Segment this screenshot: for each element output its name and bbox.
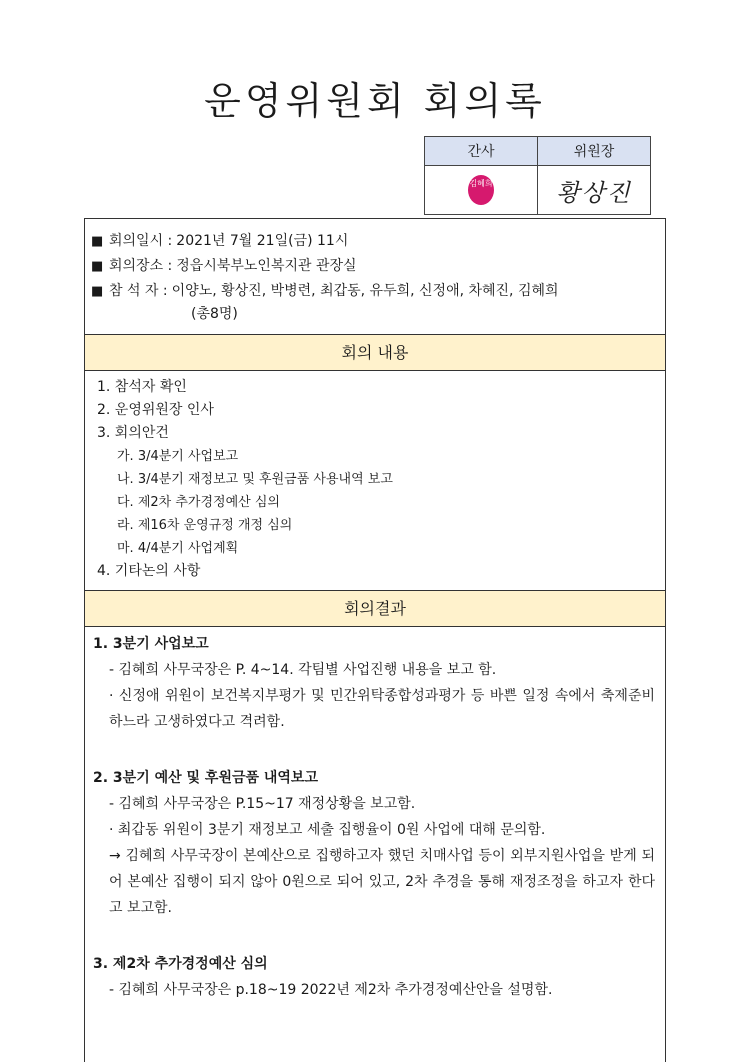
agenda-item: 4. 기타논의 사항 (97, 563, 201, 579)
agenda-list (85, 371, 665, 591)
square-bullet-icon: ■ (91, 284, 104, 299)
chair-signature: 황상진 (556, 178, 632, 207)
secretary-header: 간사 (425, 137, 538, 166)
result-paragraph: · 최갑동 위원이 3분기 재정보고 세출 집행율이 0원 사업에 대해 문의함. (109, 822, 546, 838)
place-value: 정읍시북부노인복지관 관장실 (176, 258, 357, 274)
attendees-value: 이양노, 황상진, 박병련, 최갑동, 유두희, 신정애, 차혜진, 김혜희 (171, 283, 559, 299)
minutes-frame (84, 218, 666, 1062)
page-title: 운영위원회 회의록 (204, 79, 546, 123)
date-label: 회의일시 (109, 233, 164, 249)
attendees-total: (총8명) (191, 306, 238, 322)
chair-signature-cell (538, 166, 651, 215)
date-value: 2021년 7월 21일(금) 11시 (176, 233, 349, 249)
spacer (93, 921, 655, 951)
agenda-item: 2. 운영위원장 인사 (97, 402, 214, 418)
result-section-title: 3. 제2차 추가경정예산 심의 (93, 956, 268, 972)
agenda-sub-item: 라. 제16차 운영규정 개정 심의 (117, 518, 293, 533)
result-paragraph: → 김혜희 사무국장이 본예산으로 집행하고자 했던 치매사업 등이 외부지원사업을 받게 되어 본예산 집행이 되지 않아 0원으로 되어 있고, 2차 추경을 통해 재정조정을 하고자 한다고 보고함. (109, 848, 655, 916)
info-date-row (91, 229, 665, 254)
result-paragraph: - 김혜희 사무국장은 P. 4~14. 각팀별 사업진행 내용을 보고 함. (109, 662, 497, 678)
agenda-sub-item: 나. 3/4분기 재정보고 및 후원금품 사용내역 보고 (117, 472, 393, 487)
result-section-title: 2. 3분기 예산 및 후원금품 내역보고 (93, 770, 318, 786)
attendees-label: 참 석 자 (109, 283, 159, 299)
approval-table (424, 136, 651, 215)
info-attendees-row (91, 279, 665, 304)
result-section-title: 1. 3분기 사업보고 (93, 636, 209, 652)
result-paragraph: - 김혜희 사무국장은 P.15~17 재정상황을 보고함. (109, 796, 416, 812)
colon: : (163, 258, 173, 274)
square-bullet-icon: ■ (91, 234, 104, 249)
agenda-sub-item: 마. 4/4분기 사업계획 (117, 541, 239, 556)
agenda-sub-item: 가. 3/4분기 사업보고 (117, 449, 239, 464)
result-paragraph: · 신정애 위원이 보건복지부평가 및 민간위탁종합성과평가 등 바쁜 일정 속에서 축제준비 하느라 고생하였다고 격려함. (109, 688, 655, 730)
agenda-item: 1. 참석자 확인 (97, 379, 187, 395)
result-paragraph: - 김혜희 사무국장은 p.18~19 2022년 제2차 추가경정예산안을 설명함. (109, 982, 553, 998)
info-place-row (91, 254, 665, 279)
agenda-heading: 회의 내용 (85, 335, 665, 371)
colon: : (158, 283, 168, 299)
secretary-stamp: 김혜희 (468, 175, 494, 205)
secretary-stamp-cell (425, 166, 538, 215)
square-bullet-icon: ■ (91, 259, 104, 274)
agenda-item: 3. 회의안건 (97, 425, 169, 441)
results-heading: 회의결과 (85, 591, 665, 627)
colon: : (163, 233, 173, 249)
spacer (93, 735, 655, 765)
meeting-info (85, 219, 665, 335)
agenda-sub-item: 다. 제2차 추가경정예산 심의 (117, 495, 280, 510)
place-label: 회의장소 (109, 258, 164, 274)
chair-header: 위원장 (538, 137, 651, 166)
results-body (85, 627, 665, 1003)
